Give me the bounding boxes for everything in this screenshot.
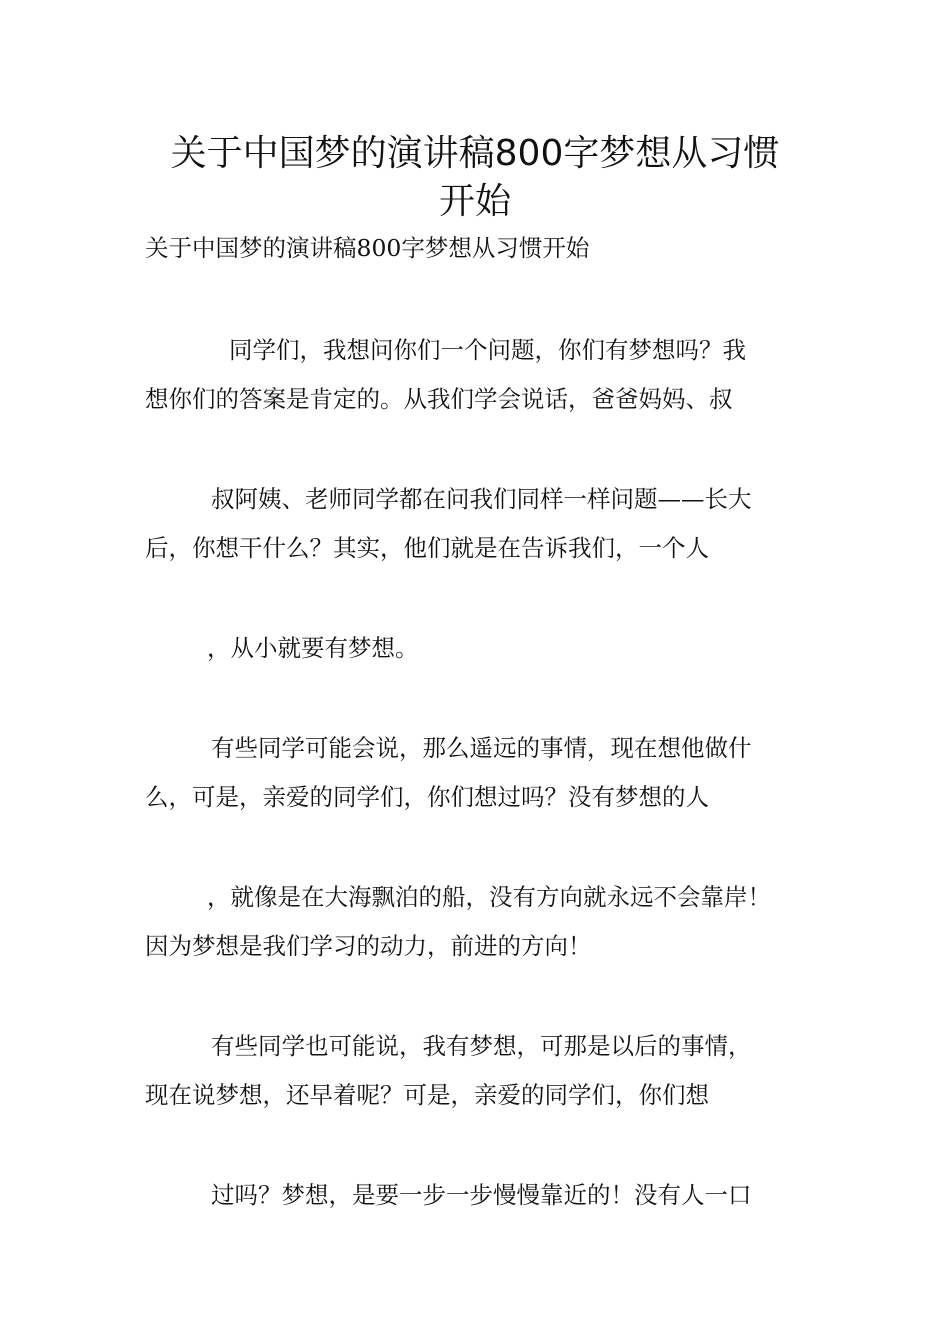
paragraph-line: 叔阿姨、老师同学都在问我们同样一样问题——长大: [211, 485, 752, 513]
document-title-line-2: 开始: [438, 181, 511, 222]
document-subtitle: 关于中国梦的演讲稿800字梦想从习惯开始: [145, 234, 590, 262]
paragraph-line: 想你们的答案是肯定的。从我们学会说话，爸爸妈妈、叔: [145, 385, 733, 413]
paragraph-line: 后，你想干什么？其实，他们就是在告诉我们，一个人: [145, 534, 709, 562]
paragraph-line: ，就像是在大海飘泊的船，没有方向就永远不会靠岸！: [207, 883, 771, 911]
paragraph-line: 过吗？梦想，是要一步一步慢慢靠近的！没有人一口: [211, 1181, 752, 1209]
paragraph-line: 么，可是，亲爱的同学们，你们想过吗？没有梦想的人: [145, 783, 709, 811]
paragraph-line: 有些同学也可能说，我有梦想，可那是以后的事情，: [211, 1032, 752, 1060]
document-title-line-1: 关于中国梦的演讲稿800字梦想从习惯: [170, 133, 780, 174]
paragraph-line: 有些同学可能会说，那么遥远的事情，现在想他做什: [211, 734, 752, 762]
paragraph-line: 同学们，我想问你们一个问题，你们有梦想吗？我: [229, 336, 746, 364]
paragraph-line: 现在说梦想，还早着呢？可是，亲爱的同学们，你们想: [145, 1081, 709, 1109]
paragraph-line: 因为梦想是我们学习的动力，前进的方向！: [145, 932, 592, 960]
paragraph-line: ，从小就要有梦想。: [207, 634, 419, 662]
